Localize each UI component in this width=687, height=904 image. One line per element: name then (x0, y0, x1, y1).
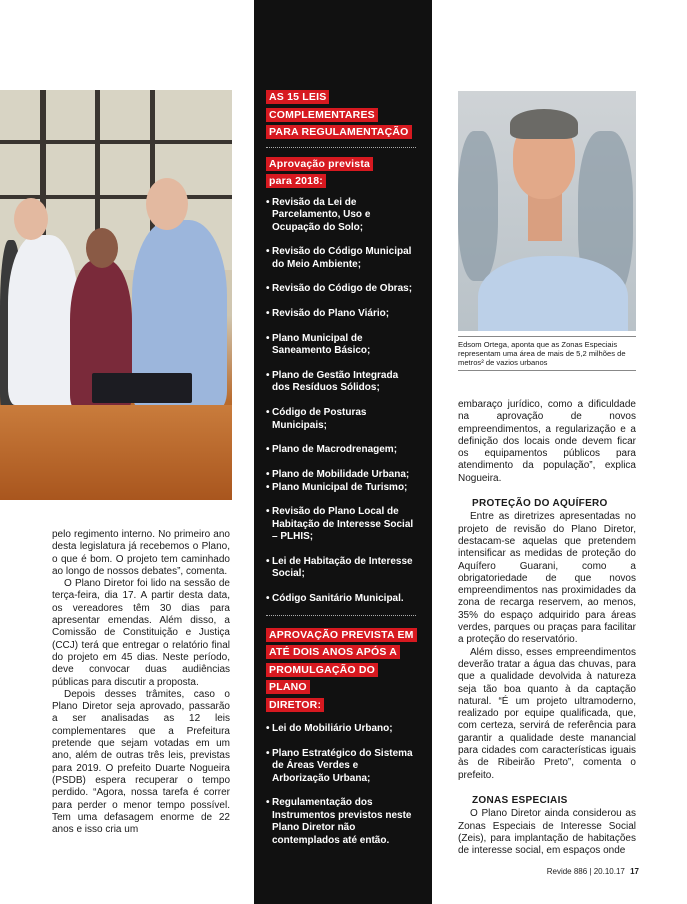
meeting-photo (0, 90, 232, 500)
page-footer (547, 867, 639, 876)
list-item: • Revisão do Plano Local de Habitação de Interesse Social – PLHIS; (266, 506, 418, 544)
article-column-right (458, 399, 636, 857)
paragraph: pelo regimento interno. No primeiro ano desta legislatura já recebemos o Plano, o que é bom. O projeto tem caminhado ao longo de nossos debates”, comenta. (52, 529, 230, 577)
law-list-2018 (266, 197, 418, 606)
paragraph: O Plano Diretor foi lido na sessão de terça-feira, dia 17. A partir desta data, os vereadores têm 30 dias para apresentar emendas. Além disso, a Comissão de Constituição e Justiça (CCJ) terá que entregar o relatório final do projeto em 45 dias. Neste período, deve convocar duas audiências públicas para discutir a proposta. (52, 578, 230, 688)
paragraph: Depois desses trâmites, caso o Plano Diretor seja aprovado, passarão a ser analisadas as 12 leis complementares que a Prefeitura pretende que sejam votadas em um ano, além de outras três leis, previstas para 2019. O prefeito Duarte Nogueira (PSDB) espera recuperar o tempo perdido. “Agora, nossa tarefa é correr para perder o menor tempo possível. Tem uma defasagem enorme de 22 anos e isso cria um (52, 688, 230, 836)
dotted-divider (266, 147, 416, 148)
list-item: • Código de Posturas Municipais; (266, 407, 418, 432)
list-item: • Revisão da Lei de Parcelamento, Uso e Ocupação do Solo; (266, 197, 418, 235)
list-item: • Plano de Mobilidade Urbana; (266, 469, 418, 482)
sidebar-subheading-2018: Aprovação prevista para 2018: (266, 155, 418, 190)
list-item: • Plano Municipal de Turismo; (266, 482, 418, 495)
sidebar-subheading-two-years: APROVAÇÃO PREVISTA EM ATÉ DOIS ANOS APÓS A PROMULGAÇÃO DO PLANO DIRETOR: (266, 626, 418, 714)
list-item: • Lei do Mobiliário Urbano; (266, 723, 418, 736)
list-item: • Revisão do Plano Viário; (266, 308, 418, 321)
portrait-photo (458, 91, 636, 331)
list-item: • Plano Municipal de Saneamento Básico; (266, 333, 418, 358)
list-item: • Plano de Macrodrenagem; (266, 444, 418, 457)
subheading: ZONAS ESPECIAIS (472, 794, 568, 806)
caption-rule (458, 336, 636, 337)
list-item: • Lei de Habitação de Interesse Social; (266, 556, 418, 581)
caption-rule (458, 370, 636, 371)
photo-caption: Edsom Ortega, aponta que as Zonas Especiais representam uma área de mais de 5,2 milhões de metros² de vazios urbanos (458, 336, 638, 371)
law-list-two-years (266, 723, 418, 847)
list-item: • Plano Estratégico do Sistema de Áreas Verdes e Arborização Urbana; (266, 748, 418, 786)
list-item: • Regulamentação dos Instrumentos previstos neste Plano Diretor não contemplados até então. (266, 797, 418, 847)
paragraph: O Plano Diretor ainda considerou as Zonas Especiais de Interesse Social (Zeis), para implantação de habitações de interesse social, em espaços onde (458, 808, 636, 857)
article-column-left (52, 529, 230, 836)
issue-info: Revide 886 | 20.10.17 (546, 867, 625, 876)
sidebar-content (266, 88, 418, 860)
list-item: • Plano de Gestão Integrada dos Resíduos Sólidos; (266, 370, 418, 395)
list-item: • Revisão do Código Municipal do Meio Ambiente; (266, 246, 418, 271)
paragraph: embaraço jurídico, como a dificuldade na aprovação de novos empreendimentos, a regularização e a definição dos locais onde devem ficar os equipamentos públicos para atendimento da população”, explica Nogueira. (458, 399, 636, 484)
sidebar-heading: AS 15 LEIS COMPLEMENTARES PARA REGULAMENTAÇÃO (266, 88, 418, 141)
paragraph: Além disso, esses empreendimentos deverão tratar a água das chuvas, para que a qualidade devolvida à natureza seja tão boa quanto à da captação natural. “É um projeto ultramoderno, realizado por equipe qualificada, que, com certeza, servirá de referência para garantir a qualidade deste manancial para cidades com características iguais às de Ribeirão Preto”, comenta o prefeito. (458, 646, 636, 781)
list-item: • Revisão do Código de Obras; (266, 283, 418, 296)
page-number: 17 (630, 867, 639, 876)
dotted-divider (266, 615, 416, 616)
paragraph: Entre as diretrizes apresentadas no projeto de revisão do Plano Diretor, destacam-se aquelas que pretendem intensificar as medidas de proteção do Aquífero Guarani, como a obrigatoriedade de que novos empreendimentos nas proximidades da zona de recarga reservem, ao menos, 35% do espaço adquirido para áreas verdes, parques ou praças para facilitar a proteção do reservatório. (458, 511, 636, 646)
subheading: PROTEÇÃO DO AQUÍFERO (472, 498, 608, 510)
list-item: • Código Sanitário Municipal. (266, 593, 418, 606)
